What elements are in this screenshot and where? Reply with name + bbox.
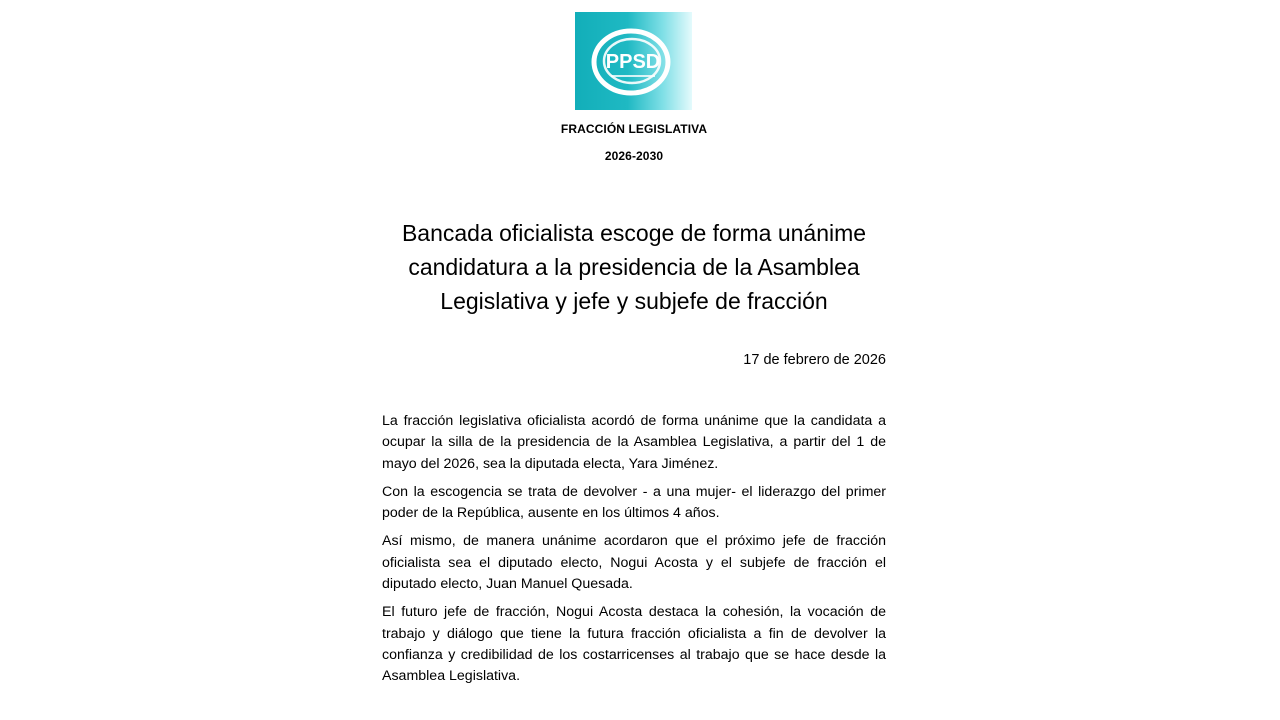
paragraph: Así mismo, de manera unánime acordaron que el próximo jefe de fracción oficialista sea el diputado electo, Nogui Acosta y el subjefe de fracción el diputado electo, Juan Manuel Quesada. — [382, 533, 886, 593]
release-date: 17 de febrero de 2026 — [743, 352, 886, 368]
paragraph: La fracción legislativa oficialista acordó de forma unánime que la candidata a ocupar la silla de la presidencia de la Asamblea Legislativa, a partir del 1 de mayo del 2026, sea la diputada electa, Yara Jiménez. — [382, 413, 886, 472]
paragraph: El futuro jefe de fracción, Nogui Acosta destaca la cohesión, la vocación de trabajo y diálogo que tiene la futura fracción oficialista a fin de devolver la confianza y credibilidad de los costarricenses al trabajo que se hace desde la Asamblea Legislativa. — [382, 604, 886, 685]
logo-text: PPSD — [605, 51, 661, 73]
press-release-title: Bancada oficialista escoge de forma unánime candidatura a la presidencia de la Asamblea Legislativa y jefe y subjefe de fracción — [401, 220, 867, 314]
paragraph: Con la escogencia se trata de devolver - a una mujer- el liderazgo del primer poder de la República, ausente en los últimos 4 años. — [382, 483, 886, 522]
period-heading: 2026-2030 — [604, 149, 664, 163]
party-logo — [575, 12, 692, 110]
release-body — [382, 411, 886, 695]
fraction-heading: FRACCIÓN LEGISLATIVA — [560, 122, 708, 136]
party-logo-graphic — [575, 12, 692, 110]
